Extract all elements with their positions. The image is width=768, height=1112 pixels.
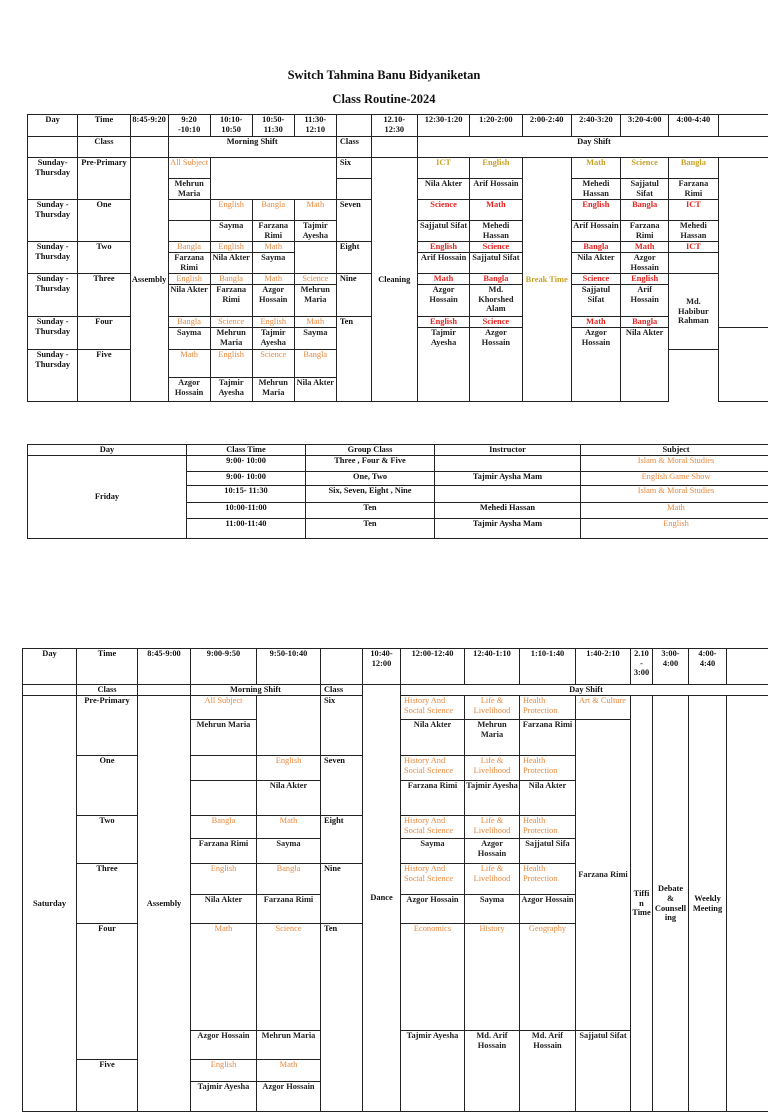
teacher-cell: Azgor Hossain bbox=[252, 285, 294, 317]
subject-cell: Geography bbox=[520, 924, 576, 1031]
subject-cell: ICT bbox=[669, 242, 718, 253]
cleaning-cell: Cleaning bbox=[371, 158, 417, 402]
teacher-cell: Azgor Hossain bbox=[417, 285, 469, 317]
subject-cell: English bbox=[257, 756, 321, 781]
subject-cell: Bangla bbox=[621, 317, 669, 328]
subject-cell: English bbox=[191, 864, 257, 895]
subject-cell: Science bbox=[571, 274, 620, 285]
time-slot: 1:10-1:40 bbox=[520, 649, 576, 685]
subject-cell: Math bbox=[252, 242, 294, 253]
teacher-cell: Azgor Hossain bbox=[470, 328, 522, 402]
time-slot: 12:30-1:20 bbox=[417, 115, 469, 137]
subject-cell: Math bbox=[252, 274, 294, 285]
subject-cell: Math bbox=[417, 274, 469, 285]
instructor: Tajmir Aysha Mam bbox=[435, 519, 581, 539]
assembly-cell: Assembly bbox=[138, 696, 191, 1112]
time-slot: 9:00-9:50 bbox=[191, 649, 257, 685]
class-eight: Eight bbox=[321, 816, 363, 864]
day-shift-label: Day Shift bbox=[417, 137, 768, 158]
teacher-cell: Mehedi Hassan bbox=[571, 179, 620, 200]
subject-cell: Health Protection bbox=[520, 816, 576, 839]
teacher-cell: Tajmir Ayesha bbox=[252, 328, 294, 350]
subject-cell: Bangla bbox=[621, 200, 669, 221]
group-class: Six, Seven, Eight , Nine bbox=[306, 486, 435, 503]
saturday-routine-table bbox=[22, 648, 768, 1112]
class-header: Class bbox=[78, 137, 130, 158]
subject: Math bbox=[581, 503, 768, 519]
subject-cell: Science bbox=[252, 350, 294, 378]
subject-cell: English bbox=[417, 242, 469, 253]
friday-routine-table bbox=[27, 444, 768, 539]
instructor bbox=[435, 456, 581, 472]
class-seven: Seven bbox=[321, 756, 363, 816]
teacher-cell: Arif Hossain bbox=[571, 221, 620, 242]
subject-cell: Life & Livelihood bbox=[465, 816, 520, 839]
class-three: Three bbox=[78, 274, 130, 317]
subject-cell: Bangla bbox=[210, 274, 252, 285]
teacher-cell: Azgor Hossain bbox=[465, 839, 520, 864]
teacher-cell: Sajjatul Sifat bbox=[417, 221, 469, 242]
teacher-cell: Tajmir Ayesha bbox=[465, 781, 520, 816]
instructor bbox=[435, 486, 581, 503]
teacher-cell: Nila Akter bbox=[294, 378, 336, 402]
teacher-cell: Azgor Hossain bbox=[520, 895, 576, 924]
school-name: Switch Tahmina Banu Bidyaniketan bbox=[0, 68, 768, 83]
subject-cell: Math bbox=[257, 1060, 321, 1082]
day-cell: Sunday- Thursday bbox=[28, 158, 78, 200]
subject-cell: Math bbox=[571, 317, 620, 328]
teacher-cell: Nila Akter bbox=[520, 781, 576, 816]
subject-cell: English bbox=[191, 1060, 257, 1082]
time-slot: 2:00-2:40 bbox=[522, 115, 571, 137]
time-slot: 8:45-9:20 bbox=[130, 115, 168, 137]
teacher-cell: Md. Khorshed Alam bbox=[470, 285, 522, 317]
time-slot: 4:00- 4:40 bbox=[689, 649, 727, 685]
teacher-cell: Sayma bbox=[252, 253, 294, 274]
time-slot: 12:40-1:10 bbox=[465, 649, 520, 685]
class-pre-primary: Pre-Primary bbox=[77, 696, 138, 756]
subject-cell: Bangla bbox=[252, 200, 294, 221]
class-time: 9:00- 10:00 bbox=[187, 472, 306, 486]
subject-cell: English bbox=[417, 317, 469, 328]
teacher-cell: Tajmir Ayesha bbox=[294, 221, 336, 242]
teacher-cell: Farzana Rimi bbox=[168, 253, 210, 274]
teacher-cell: Farzana Rimi bbox=[520, 720, 576, 756]
class-header: Class bbox=[77, 685, 138, 696]
subject-cell: Bangla bbox=[294, 350, 336, 378]
subject-cell: All Subject bbox=[191, 696, 257, 720]
subject-cell: ICT bbox=[417, 158, 469, 179]
class-time: 10:15- 11:30 bbox=[187, 486, 306, 503]
subject-cell: Bangla bbox=[191, 816, 257, 839]
teacher-cell: Mehedi Hassan bbox=[470, 221, 522, 242]
class-pre-primary: Pre-Primary bbox=[78, 158, 130, 200]
class-five: Five bbox=[77, 1060, 138, 1112]
teacher-cell: Sajjatul Sifat bbox=[571, 285, 620, 317]
teacher-cell: Sajjatul Sifa bbox=[520, 839, 576, 864]
teacher-cell: Nila Akter bbox=[191, 895, 257, 924]
subject-header: Subject bbox=[581, 445, 768, 456]
subject-cell: Science bbox=[621, 158, 669, 179]
subject-cell: Economics bbox=[401, 924, 465, 1031]
class-time: 10:00-11:00 bbox=[187, 503, 306, 519]
break-time-cell: Break Time bbox=[522, 158, 571, 402]
debate-counselling-cell: Debate & Counselling bbox=[653, 696, 689, 1112]
time-slot: 2.10 - 3:00 bbox=[631, 649, 653, 685]
teacher-cell: Mehrun Maria bbox=[191, 720, 257, 756]
subject-cell: Science bbox=[470, 242, 522, 253]
teacher-cell: Farzana Rimi bbox=[669, 179, 718, 200]
class-time-header: Class Time bbox=[187, 445, 306, 456]
teacher-cell: Sayma bbox=[294, 328, 336, 350]
time-slot: 10:10- 10:50 bbox=[210, 115, 252, 137]
teacher-cell: Md. Arif Hossain bbox=[465, 1031, 520, 1112]
time-slot: 2:40-3:20 bbox=[571, 115, 620, 137]
subject-cell: English bbox=[210, 200, 252, 221]
subject-cell: Science bbox=[470, 317, 522, 328]
day-cell: Sunday - Thursday bbox=[28, 317, 78, 350]
teacher-cell: Azgor Hossain bbox=[191, 1031, 257, 1060]
teacher-cell: Arif Hossain bbox=[470, 179, 522, 200]
subject-cell: Science bbox=[417, 200, 469, 221]
subject-cell: Bangla bbox=[470, 274, 522, 285]
teacher-cell: Sajjatul Sifat bbox=[576, 1031, 631, 1112]
subject-cell: Science bbox=[294, 274, 336, 285]
subject-cell: Life & Livelihood bbox=[465, 756, 520, 781]
group-class: Ten bbox=[306, 519, 435, 539]
assembly-cell: Assembly bbox=[130, 158, 168, 402]
teacher-cell: Nila Akter bbox=[417, 179, 469, 200]
class-four: Four bbox=[77, 924, 138, 1060]
subject-cell: Math bbox=[168, 350, 210, 378]
routine-title: Class Routine-2024 bbox=[0, 92, 768, 107]
day-cell: Sunday - Thursday bbox=[28, 350, 78, 402]
subject-cell: English bbox=[470, 158, 522, 179]
class-eight: Eight bbox=[336, 242, 371, 274]
time-slot: 9:20 -10:10 bbox=[168, 115, 210, 137]
teacher-cell: Nila Akter bbox=[401, 720, 465, 756]
teacher-cell: Nila Akter bbox=[168, 285, 210, 317]
class-two: Two bbox=[77, 816, 138, 864]
teacher-cell: Farzana Rimi bbox=[576, 720, 631, 1031]
teacher-cell: Farzana Rimi bbox=[252, 221, 294, 242]
subject: Islam & Moral Studies bbox=[581, 456, 768, 472]
friday-day-cell: Friday bbox=[28, 456, 187, 539]
saturday-cell: Saturday bbox=[23, 696, 77, 1112]
day-header: Day bbox=[28, 115, 78, 137]
subject-cell: Math bbox=[257, 816, 321, 839]
subject-cell: Health Protection bbox=[520, 756, 576, 781]
class-six: Six bbox=[321, 696, 363, 756]
day-cell: Sunday - Thursday bbox=[28, 274, 78, 317]
subject: English bbox=[581, 519, 768, 539]
subject-cell: Bangla bbox=[257, 864, 321, 895]
class-header-2: Class bbox=[321, 685, 363, 696]
teacher-cell: Tajmir Ayesha bbox=[191, 1082, 257, 1112]
teacher-cell: Mehrun Maria bbox=[294, 285, 336, 317]
teacher-cell: Sajjatul Sifat bbox=[621, 179, 669, 200]
class-five: Five bbox=[78, 350, 130, 402]
teacher-cell: Farzana Rimi bbox=[621, 221, 669, 242]
instructor: Tajmir Aysha Mam bbox=[435, 472, 581, 486]
teacher-cell: Mehrun Maria bbox=[252, 378, 294, 402]
subject-cell: Health Protection bbox=[520, 696, 576, 720]
subject-cell: English bbox=[621, 274, 669, 285]
subject-cell: English bbox=[571, 200, 620, 221]
subject-cell: History And Social Science bbox=[401, 756, 465, 781]
group-class: One, Two bbox=[306, 472, 435, 486]
teacher-cell: Mehrun Maria bbox=[210, 328, 252, 350]
teacher-cell: Sajjatul Sifat bbox=[470, 253, 522, 274]
class-nine: Nine bbox=[336, 274, 371, 317]
time-slot: 12:00-12:40 bbox=[401, 649, 465, 685]
subject-cell: Bangla bbox=[571, 242, 620, 253]
teacher-cell: Arif Hossain bbox=[621, 285, 669, 317]
teacher-cell: Farzana Rimi bbox=[257, 895, 321, 924]
morning-shift-label: Morning Shift bbox=[191, 685, 321, 696]
subject: English Game Show bbox=[581, 472, 768, 486]
time-slot: 1:40-2:10 bbox=[576, 649, 631, 685]
time-slot: 3:00- 4:00 bbox=[653, 649, 689, 685]
teacher-cell: Nila Akter bbox=[571, 253, 620, 274]
class-ten: Ten bbox=[321, 924, 363, 1112]
time-slot: 3:20-4:00 bbox=[621, 115, 669, 137]
subject-cell: History And Social Science bbox=[401, 816, 465, 839]
class-time: 9:00- 10:00 bbox=[187, 456, 306, 472]
teacher-cell: Mehrun Maria bbox=[465, 720, 520, 756]
day-header: Day bbox=[23, 649, 77, 685]
subject-cell: Math bbox=[191, 924, 257, 1031]
dance-cell: Dance bbox=[363, 685, 401, 1112]
teacher-cell: Arif Hossain bbox=[417, 253, 469, 274]
teacher-cell: Nila Akter bbox=[210, 253, 252, 274]
class-seven: Seven bbox=[336, 200, 371, 242]
subject-cell: Bangla bbox=[669, 158, 718, 179]
teacher-cell: Azgor Hossain bbox=[571, 328, 620, 402]
morning-shift-label: Morning Shift bbox=[168, 137, 336, 158]
time-slot: 4:00-4:40 bbox=[669, 115, 718, 137]
time-slot: 11:30- 12:10 bbox=[294, 115, 336, 137]
instructor-header: Instructor bbox=[435, 445, 581, 456]
teacher-cell: Mehrun Maria bbox=[168, 179, 210, 200]
subject-cell: Math bbox=[294, 200, 336, 221]
class-nine: Nine bbox=[321, 864, 363, 924]
teacher-cell: Md. Habibur Rahman bbox=[669, 274, 718, 350]
tiffin-time-cell: Tiffin Time bbox=[631, 696, 653, 1112]
subject-cell: All Subject bbox=[168, 158, 210, 179]
class-time: 11:00-11:40 bbox=[187, 519, 306, 539]
weekday-routine-table bbox=[27, 114, 768, 402]
teacher-cell: Sayma bbox=[168, 328, 210, 350]
day-cell: Sunday - Thursday bbox=[28, 242, 78, 274]
time-slot: 10:50- 11:30 bbox=[252, 115, 294, 137]
weekly-meeting-cell: Weekly Meeting bbox=[689, 696, 727, 1112]
subject-cell: Bangla bbox=[168, 317, 210, 328]
subject-cell: History And Social Science bbox=[401, 696, 465, 720]
subject-cell: Health Protection bbox=[520, 864, 576, 895]
class-three: Three bbox=[77, 864, 138, 924]
teacher-cell: Azgor Hossain bbox=[621, 253, 669, 274]
blank bbox=[336, 115, 371, 137]
subject-cell: Science bbox=[210, 317, 252, 328]
time-header: Time bbox=[77, 649, 138, 685]
subject-cell: Math bbox=[470, 200, 522, 221]
teacher-cell: Sayma bbox=[401, 839, 465, 864]
group-class: Three , Four & Five bbox=[306, 456, 435, 472]
subject-cell: Math bbox=[294, 317, 336, 328]
teacher-cell: Mehrun Maria bbox=[257, 1031, 321, 1060]
subject-cell: Math bbox=[621, 242, 669, 253]
subject-cell: History And Social Science bbox=[401, 864, 465, 895]
subject-cell: Science bbox=[257, 924, 321, 1031]
teacher-cell: Sayma bbox=[257, 839, 321, 864]
teacher-cell: Farzana Rimi bbox=[191, 839, 257, 864]
teacher-cell: Azgor Hossain bbox=[401, 895, 465, 924]
subject-cell: Life & Livelihood bbox=[465, 696, 520, 720]
class-one: One bbox=[78, 200, 130, 242]
subject-cell: Math bbox=[571, 158, 620, 179]
class-header-2: Class bbox=[336, 137, 371, 158]
group-class-header: Group Class bbox=[306, 445, 435, 456]
teacher-cell: Azgor Hossain bbox=[168, 378, 210, 402]
time-slot: 9:50-10:40 bbox=[257, 649, 321, 685]
time-slot: 8:45-9:00 bbox=[138, 649, 191, 685]
time-slot: 12.10- 12:30 bbox=[371, 115, 417, 137]
subject-cell: English bbox=[168, 274, 210, 285]
subject-cell: English bbox=[252, 317, 294, 328]
group-class: Ten bbox=[306, 503, 435, 519]
class-four: Four bbox=[78, 317, 130, 350]
instructor: Mehedi Hassan bbox=[435, 503, 581, 519]
subject-cell: ICT bbox=[669, 200, 718, 221]
subject-cell: English bbox=[210, 242, 252, 253]
teacher-cell: Nila Akter bbox=[621, 328, 669, 402]
teacher-cell: Farzana Rimi bbox=[401, 781, 465, 816]
class-one: One bbox=[77, 756, 138, 816]
class-ten: Ten bbox=[336, 317, 371, 402]
time-header: Time bbox=[78, 115, 130, 137]
teacher-cell: Azgor Hossain bbox=[257, 1082, 321, 1112]
class-six: Six bbox=[336, 158, 371, 179]
blank bbox=[718, 115, 768, 137]
subject-cell: History bbox=[465, 924, 520, 1031]
teacher-cell: Tajmir Ayesha bbox=[210, 378, 252, 402]
teacher-cell: Farzana Rimi bbox=[210, 285, 252, 317]
teacher-cell: Sayma bbox=[210, 221, 252, 242]
day-shift-label: Day Shift bbox=[401, 685, 768, 696]
subject-cell: Art & Culture bbox=[576, 696, 631, 720]
time-slot: 10:40- 12:00 bbox=[363, 649, 401, 685]
subject: Islam & Moral Studies bbox=[581, 486, 768, 503]
subject-cell: Life & Livelihood bbox=[465, 864, 520, 895]
class-two: Two bbox=[78, 242, 130, 274]
teacher-cell: Md. Arif Hossain bbox=[520, 1031, 576, 1112]
teacher-cell: Sayma bbox=[465, 895, 520, 924]
time-slot: 1:20-2:00 bbox=[470, 115, 522, 137]
subject-cell: English bbox=[210, 350, 252, 378]
subject-cell: Bangla bbox=[168, 242, 210, 253]
day-cell: Sunday - Thursday bbox=[28, 200, 78, 242]
teacher-cell: Tajmir Ayesha bbox=[417, 328, 469, 402]
teacher-cell: Tajmir Ayesha bbox=[401, 1031, 465, 1112]
teacher-cell: Mehedi Hassan bbox=[669, 221, 718, 242]
teacher-cell: Nila Akter bbox=[257, 781, 321, 816]
friday-day-header: Day bbox=[28, 445, 187, 456]
